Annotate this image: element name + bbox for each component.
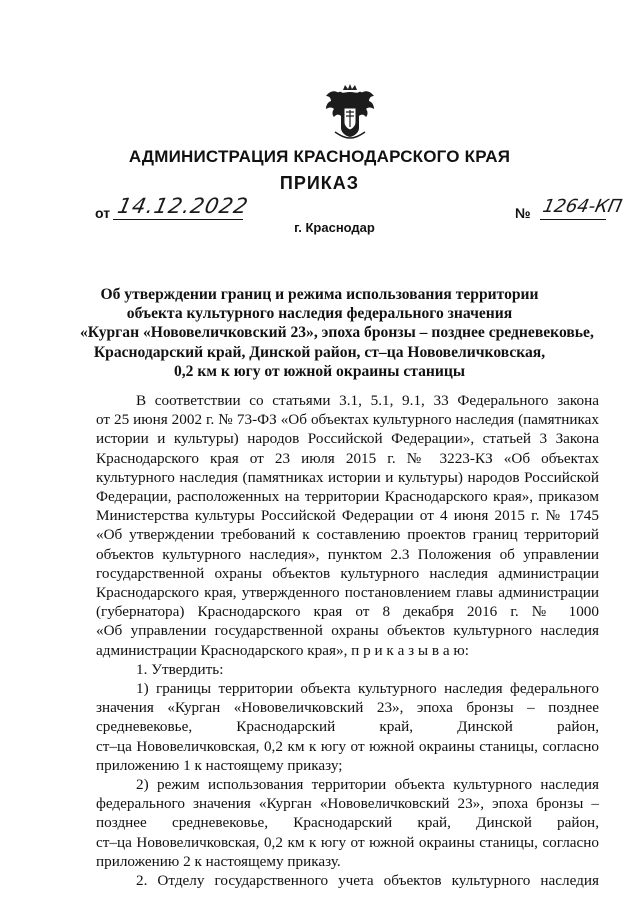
body-line: «Об утверждении требований к составлению проектов границ территорий bbox=[96, 526, 599, 544]
body-line: Краснодарского края, утвержденного постановлением главы администрации bbox=[96, 584, 599, 602]
body-line: 2. Отделу государственного учета объектов культурного наследия bbox=[136, 872, 599, 890]
body-line: 1) границы территории объекта культурного наследия федерального bbox=[136, 680, 599, 698]
body-line: В соответствии со статьями 3.1, 5.1, 9.1, 33 Федерального закона bbox=[136, 392, 599, 409]
body-line: от 25 июня 2002 г. № 73-ФЗ «Об объектах культурного наследия (памятниках bbox=[96, 411, 599, 429]
body-line: государственной охраны объектов культурного наследия администрации bbox=[96, 564, 599, 582]
body-line: 2) режим использования территории объекта культурного наследия bbox=[136, 776, 599, 794]
title-line: 0,2 км к югу от южной окраины станицы bbox=[173, 362, 466, 380]
document-type: ПРИКАЗ bbox=[279, 173, 360, 193]
body-line: средневековье, Краснодарский край, Динской район, bbox=[96, 718, 599, 736]
body-line: приложению 2 к настоящему приказу. bbox=[96, 852, 341, 870]
handwritten-number: 1264-КП bbox=[540, 196, 624, 217]
body-line: культурного наследия (памятниках истории и культуры) народов Российской bbox=[96, 468, 599, 486]
body-line: Краснодарского края от 23 июля 2015 г. № 3223-КЗ «Об объектах bbox=[96, 449, 599, 467]
body-line: «Об управлении государственной охраны объектов культурного наследия bbox=[96, 622, 599, 640]
body-line: Министерства культуры Российской Федерации от 4 июня 2015 г. № 1745 bbox=[96, 507, 599, 525]
body-line: значения «Курган «Нововеличковский 23», эпоха бронзы – позднее bbox=[96, 699, 599, 717]
body-line: объектов культурного наследия», пунктом 2.3 Положения об управлении bbox=[96, 545, 599, 563]
body-line: истории и культуры) народов Российской Федерации», статьей 3 Закона bbox=[96, 430, 599, 448]
title-line: Краснодарский край, Динской район, ст–ца Нововеличковская, bbox=[93, 343, 546, 361]
document-title bbox=[80, 285, 594, 381]
coat-of-arms-icon bbox=[323, 84, 377, 140]
body-line: администрации Краснодарского края», п р и к а з ы в а ю: bbox=[96, 641, 469, 659]
document-body bbox=[96, 391, 599, 890]
body-line: (губернатора) Краснодарского края от 8 декабря 2016 г. № 1000 bbox=[96, 603, 599, 621]
city: г. Краснодар bbox=[294, 220, 375, 235]
body-line: федерального значения «Курган «Нововеличковский 23», эпоха бронзы – bbox=[96, 795, 599, 813]
number-label: № bbox=[515, 205, 531, 221]
body-line: Федерации, расположенных на территории Краснодарского края», приказом bbox=[96, 488, 599, 506]
title-line: Об утверждении границ и режима использования территории bbox=[100, 286, 539, 303]
handwritten-date: 14.12.2022 bbox=[115, 194, 251, 218]
body-line: 1. Утвердить: bbox=[136, 660, 224, 678]
body-line: ст–ца Нововеличковская, 0,2 км к югу от южной окраины станицы, согласно bbox=[96, 833, 599, 851]
body-line: приложению 1 к настоящему приказу; bbox=[96, 756, 343, 774]
body-line: ст–ца Нововеличковская, 0,2 км к югу от южной окраины станицы, согласно bbox=[96, 737, 599, 755]
organization-name: АДМИНИСТРАЦИЯ КРАСНОДАРСКОГО КРАЯ bbox=[128, 147, 511, 166]
body-line: позднее средневековье, Краснодарский край, Динской район, bbox=[96, 814, 599, 832]
title-line: объекта культурного наследия федерального значения bbox=[126, 305, 513, 323]
date-label: от bbox=[95, 205, 111, 221]
title-line: «Курган «Нововеличковский 23», эпоха бронзы – позднее средневековье, bbox=[80, 324, 594, 342]
